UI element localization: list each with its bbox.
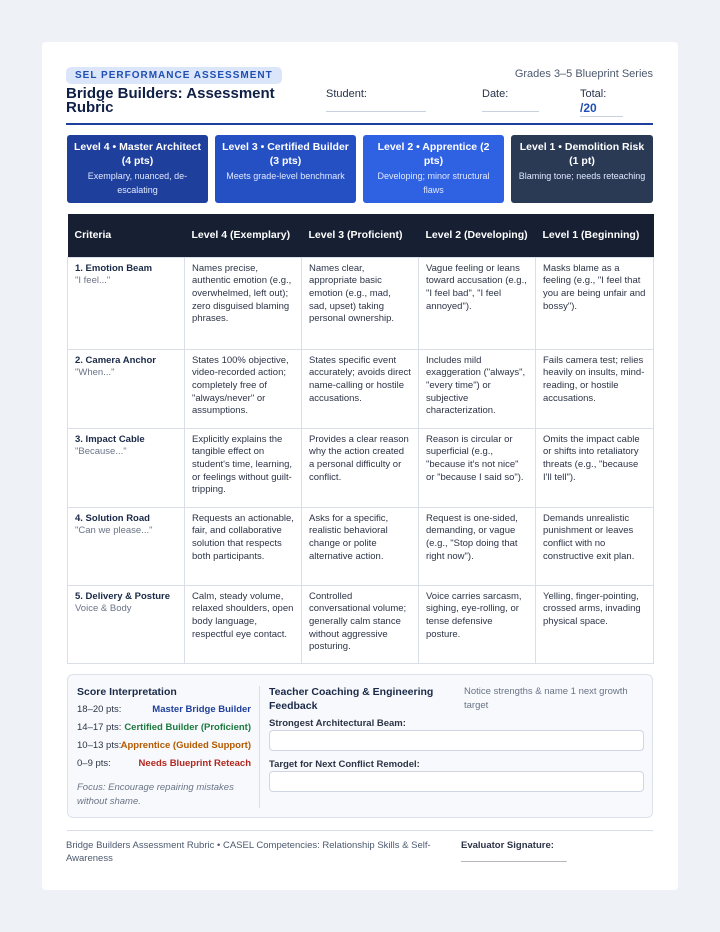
criteria-cell (68, 428, 185, 507)
score-label: Apprentice (Guided Support) (120, 740, 251, 751)
criteria-stem: "Because..." (75, 446, 127, 458)
scoring-panel (67, 674, 653, 818)
level-card-2 (363, 135, 504, 203)
table-row (68, 585, 654, 663)
student-label: Student: (326, 88, 367, 100)
score-row (77, 740, 251, 754)
criteria-name: 2. Camera Anchor (75, 354, 156, 366)
score-points: 10–13 pts: (77, 740, 122, 751)
level-card-title: Level 2 • Apprentice (2 pts) (377, 141, 490, 167)
header-criteria: Criteria (68, 214, 185, 257)
table-header-row (68, 214, 654, 257)
score-label: Needs Blueprint Reteach (138, 758, 251, 769)
table-row (68, 507, 654, 585)
rubric-cell: Names precise, authentic emotion (e.g., overwhelmed, left out); zero disguised blaming phrases. (185, 257, 302, 349)
total-value: /20 (580, 101, 597, 115)
date-label: Date: (482, 88, 509, 100)
criteria-stem: "I feel..." (75, 275, 111, 287)
rubric-table (67, 214, 654, 664)
score-title: Score Interpretation (77, 686, 177, 698)
page-title: Bridge Builders: Assessment Rubric (66, 85, 275, 116)
criteria-cell (68, 257, 185, 349)
level-card-desc: Blaming tone; needs reteaching (518, 171, 646, 181)
rubric-cell: Reason is circular or superficial (e.g., "because it's not nice" or "because I said so"). (419, 428, 536, 507)
rubric-cell: Voice carries sarcasm, sighing, eye-rolling, or tense defensive posture. (419, 585, 536, 663)
criteria-cell (68, 349, 185, 428)
rubric-cell: Requests an actionable, fair, and collaborative solution that respects both participants. (185, 507, 302, 585)
rubric-cell: States 100% objective, video-recorded action; completely free of "always/never" or assumptions. (185, 349, 302, 428)
header-level-3: Level 3 (Proficient) (302, 214, 419, 257)
rubric-cell: Names clear, appropriate basic emotion (e.g., mad, sad, upset) taking personal ownership. (302, 257, 419, 349)
signature-block (461, 839, 567, 865)
series-label: Grades 3–5 Blueprint Series (514, 68, 653, 80)
score-row (77, 758, 251, 772)
level-card-3 (215, 135, 356, 203)
coaching-hint: Notice strengths & name 1 next growth target (464, 686, 628, 711)
table-row (68, 257, 654, 349)
level-card-desc: Developing; minor structural flaws (377, 171, 490, 195)
rubric-cell: Request is one-sided, demanding, or vague (e.g., "Stop doing that right now"). (419, 507, 536, 585)
total-label: Total: (580, 88, 607, 100)
criteria-stem: "When..." (75, 367, 115, 379)
table-row (68, 428, 654, 507)
date-field[interactable] (482, 111, 539, 112)
rubric-cell: Calm, steady volume, relaxed shoulders, open body language, respectful eye contact. (185, 585, 302, 663)
score-label: Certified Builder (Proficient) (124, 722, 251, 733)
total-field[interactable] (580, 116, 623, 117)
header-rule (66, 123, 653, 125)
signature-line[interactable]: ____________________ (461, 853, 567, 864)
rubric-cell: Asks for a specific, realistic behavioral change or polite alternative action. (302, 507, 419, 585)
rubric-page (42, 42, 678, 890)
criteria-name: 1. Emotion Beam (75, 262, 153, 274)
rubric-cell: Yelling, finger-pointing, crossed arms, invading physical space. (536, 585, 654, 663)
rubric-cell: Controlled conversational volume; generally calm stance without aggressive posturing. (302, 585, 419, 663)
table-row (68, 349, 654, 428)
score-points: 0–9 pts: (77, 758, 111, 769)
level-card-title: Level 3 • Certified Builder (3 pts) (222, 141, 349, 167)
score-label: Master Bridge Builder (152, 704, 251, 715)
header-level-1: Level 1 (Beginning) (536, 214, 654, 257)
score-points: 18–20 pts: (77, 704, 122, 715)
header-level-2: Level 2 (Developing) (419, 214, 536, 257)
rubric-cell: Provides a clear reason why the action created a personal difficulty or conflict. (302, 428, 419, 507)
rubric-cell: Demands unrealistic punishment or leaves conflict with no constructive exit plan. (536, 507, 654, 585)
level-card-title: Level 1 • Demolition Risk (1 pt) (519, 141, 645, 167)
level-card-1 (511, 135, 653, 203)
rubric-cell: Omits the impact cable or shifts into retaliatory threats (e.g., "because I'll tell"). (536, 428, 654, 507)
criteria-name: 3. Impact Cable (75, 433, 145, 445)
rubric-cell: Includes mild exaggeration ("always", "every time") or subjective characterization. (419, 349, 536, 428)
rubric-cell: Masks blame as a feeling (e.g., "I feel that you are being unfair and bossy"). (536, 257, 654, 349)
criteria-name: 4. Solution Road (75, 512, 150, 524)
target-label: Target for Next Conflict Remodel: (269, 759, 420, 770)
beam-label: Strongest Architectural Beam: (269, 718, 406, 729)
level-card-desc: Meets grade-level benchmark (226, 171, 345, 181)
criteria-cell (68, 507, 185, 585)
level-card-title: Level 4 • Master Architect (4 pts) (73, 141, 201, 167)
student-field[interactable] (326, 111, 426, 112)
criteria-cell (68, 585, 185, 663)
score-note: Focus: Encourage repairing mistakes without shame. (77, 782, 234, 807)
header-level-4: Level 4 (Exemplary) (185, 214, 302, 257)
rubric-cell: Vague feeling or leans toward accusation (e.g., "I feel bad", "I feel annoyed"). (419, 257, 536, 349)
footer-divider (67, 830, 653, 831)
panel-divider (259, 686, 260, 808)
signature-label: Evaluator Signature: (461, 840, 554, 851)
beam-input[interactable] (269, 730, 644, 751)
target-input[interactable] (269, 771, 644, 792)
rubric-cell: Explicitly explains the tangible effect on student's time, learning, or feelings without guilt-tripping. (185, 428, 302, 507)
criteria-stem: Voice & Body (75, 603, 132, 615)
level-card-desc: Exemplary, nuanced, de-escalating (87, 171, 188, 195)
criteria-name: 5. Delivery & Posture (75, 590, 171, 602)
coaching-title: Teacher Coaching & Engineering Feedback (269, 686, 434, 712)
rubric-cell: States specific event accurately; avoids direct name-calling or hostile accusations. (302, 349, 419, 428)
score-points: 14–17 pts: (77, 722, 122, 733)
footer-text: Bridge Builders Assessment Rubric • CASEL Competencies: Relationship Skills & Self-Awareness (66, 840, 431, 864)
score-row (77, 722, 251, 736)
score-row (77, 704, 251, 718)
assessment-badge: SEL PERFORMANCE ASSESSMENT (66, 67, 282, 84)
criteria-stem: "Can we please..." (75, 525, 153, 537)
rubric-cell: Fails camera test; relies heavily on insults, mind-reading, or hostile accusations. (536, 349, 654, 428)
level-card-4 (67, 135, 208, 203)
